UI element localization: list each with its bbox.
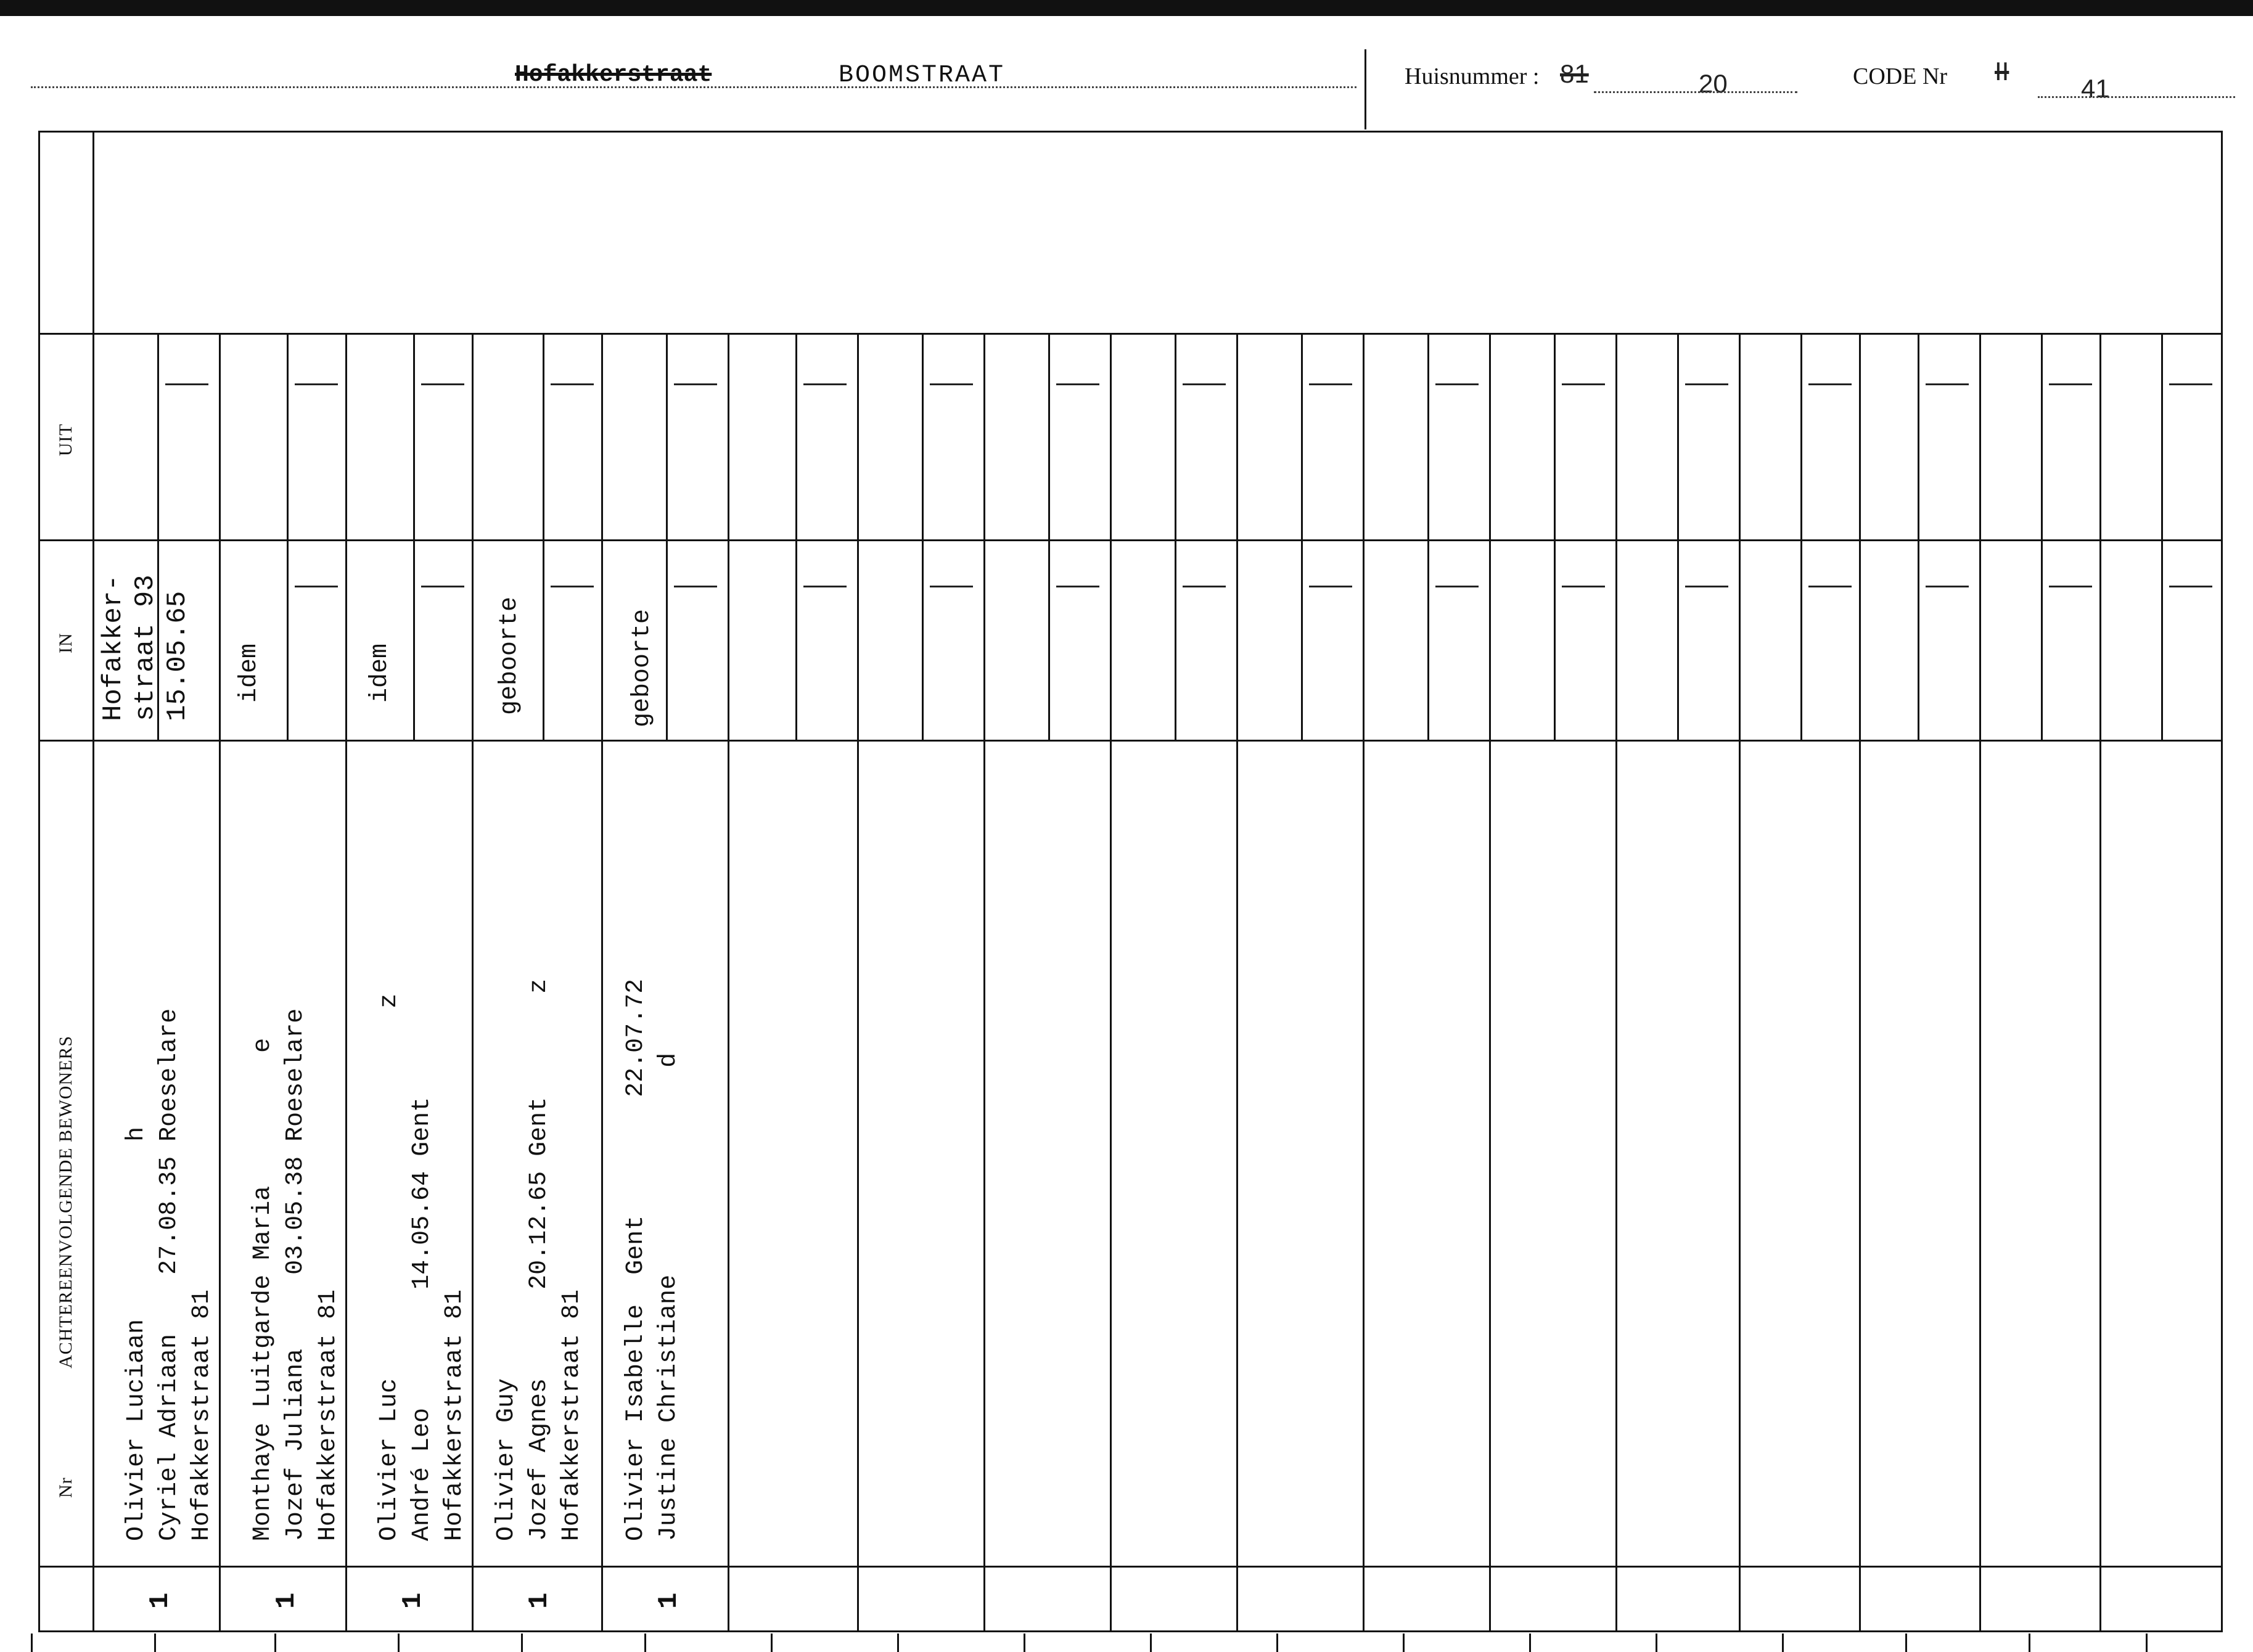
header-divider — [1365, 49, 1366, 129]
row-label-in: IN — [55, 632, 76, 653]
resident-name-line1: Olivier Luciaan h — [123, 1126, 150, 1541]
resident-name-line2: Justine Christiane d — [655, 1052, 683, 1541]
resident-nr: 1 — [145, 1592, 176, 1609]
resident-nr: 1 — [271, 1592, 302, 1609]
code-number-label: CODE Nr — [1853, 63, 1948, 89]
resident-name-line3: Hofakkerstraat 81 — [441, 1289, 469, 1541]
top-edge-bar — [0, 0, 2253, 16]
row-label-bewoners: ACHTEREENVOLGENDE BEWONERS — [55, 1035, 76, 1368]
resident-name-line3: Hofakkerstraat 81 — [558, 1289, 586, 1541]
street-name: BOOMSTRAAT — [839, 62, 1006, 89]
resident-name-line3: Hofakkerstraat 81 — [314, 1289, 342, 1541]
row-label-nr: Nr — [55, 1477, 76, 1498]
resident-name-line1: Olivier Luc z — [376, 993, 403, 1541]
house-number-struck: 81 — [1560, 59, 1589, 88]
resident-nr: 1 — [398, 1592, 429, 1609]
in-value-line1: Hofakker- — [98, 575, 129, 721]
resident-name-line3: Hofakkerstraat 81 — [188, 1289, 216, 1541]
resident-nr: 1 — [524, 1592, 555, 1609]
in-value-line2: straat 93 — [130, 575, 161, 721]
in-value-line1: geboorte — [628, 608, 656, 727]
resident-nr: 1 — [654, 1592, 684, 1609]
resident-name-line1: Olivier Guy — [493, 1378, 520, 1541]
resident-name-line2: Jozef Juliana 03.05.38 Roeselare — [282, 1008, 310, 1541]
resident-name-line1: Olivier Isabelle Gent 22.07.72 — [622, 978, 650, 1541]
in-value-line3: 15.05.65 — [162, 591, 193, 721]
house-number-value: 20 — [1699, 69, 1728, 98]
street-struck: Hofakkerstraat — [515, 62, 712, 88]
in-value-line1: idem — [366, 643, 394, 703]
code-number-value: 41 — [2081, 74, 2110, 103]
house-number-label: Huisnummer : — [1405, 63, 1540, 89]
resident-name-line2: Cyriel Adriaan 27.08.35 Roeselare — [155, 1008, 183, 1541]
code-number-struck: II — [1995, 57, 2009, 86]
row-label-uit: UIT — [55, 423, 76, 456]
in-value-line1: idem — [236, 643, 263, 703]
resident-name-line2: André Leo 14.05.64 Gent — [408, 1097, 436, 1541]
resident-name-line2: Jozef Agnes 20.12.65 Gent z — [525, 978, 553, 1541]
in-value-line1: geboorte — [496, 596, 523, 715]
resident-name-line1: Monthaye Luitgarde Maria e — [249, 1037, 277, 1541]
